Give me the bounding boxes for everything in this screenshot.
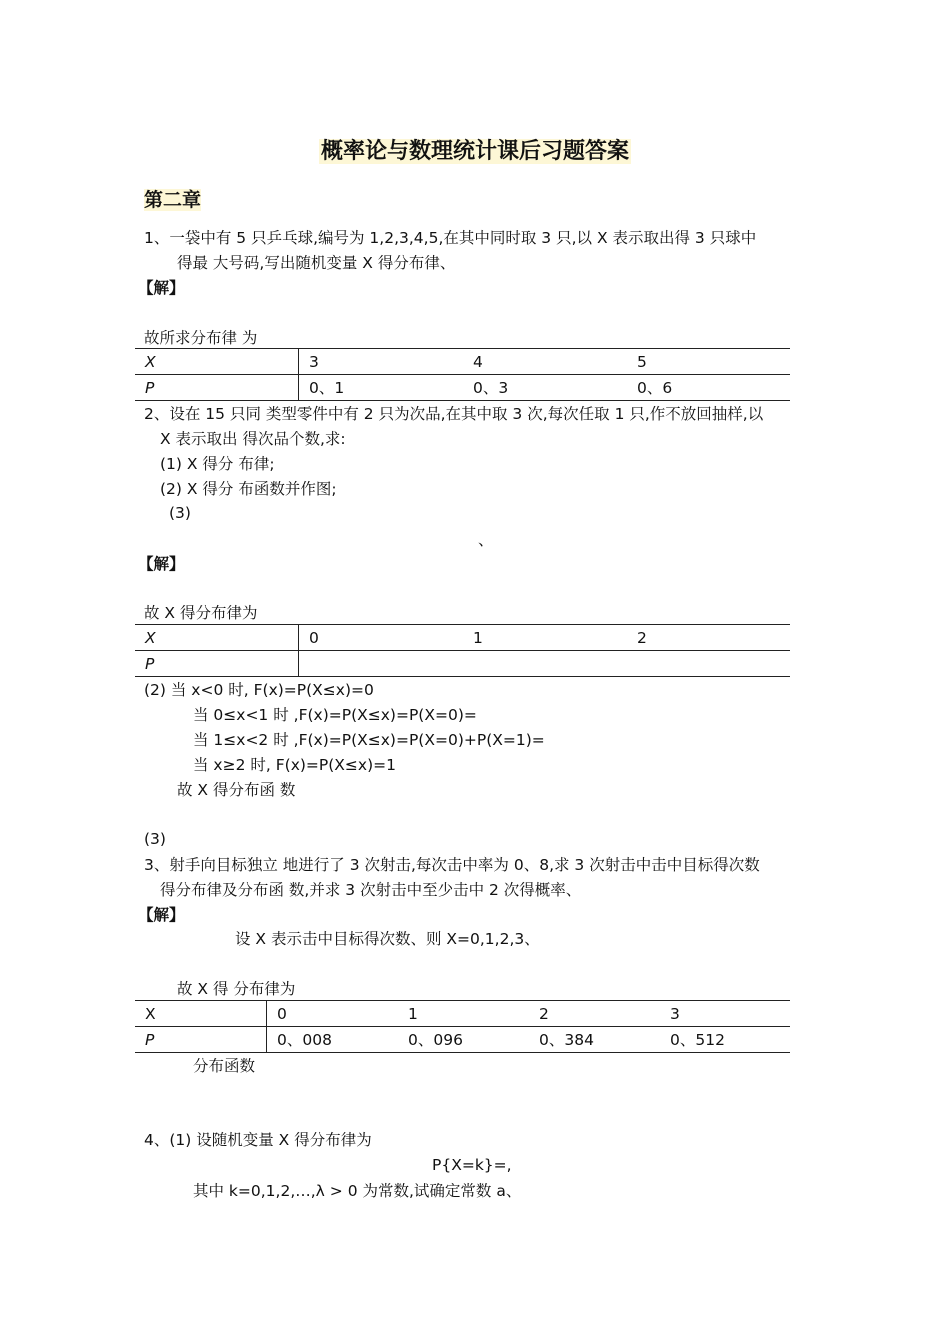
table-cell: 4	[463, 349, 627, 375]
table-cell: 5	[627, 349, 790, 375]
q2-cdf-line4: 当 x≥2 时, F(x)=P(X≤x)=1	[193, 756, 396, 774]
table-cell: 0、1	[299, 375, 464, 401]
table-cell: 0、3	[463, 375, 627, 401]
q3-line2: 得分布律及分布函 数,并求 3 次射击中至少击中 2 次得概率、	[160, 881, 582, 899]
table-cell-x-label: X	[135, 349, 299, 375]
q2-cdf-caption: 故 X 得分布函 数	[177, 781, 296, 799]
q3-solution-label: 【解】	[138, 906, 185, 924]
q4-line3: 其中 k=0,1,2,…,λ > 0 为常数,试确定常数 a、	[193, 1182, 522, 1200]
table-cell-empty	[299, 651, 791, 677]
table-cell: 0	[299, 625, 464, 651]
q3-distribution-table	[135, 1000, 790, 1053]
q1-line2: 得最 大号码,写出随机变量 X 得分布律、	[177, 254, 456, 272]
q2-dist-caption: 故 X 得分布律为	[144, 604, 258, 622]
q2-distribution-table	[135, 624, 790, 677]
q1-solution-label: 【解】	[138, 279, 185, 297]
q2-part3: (3)	[144, 830, 166, 848]
table-row	[135, 1001, 790, 1027]
table-cell-x-label: X	[135, 1001, 267, 1027]
q2-sub1: (1) X 得分 布律;	[160, 455, 275, 473]
q2-solution-label: 【解】	[138, 555, 185, 573]
table-cell: 1	[398, 1001, 529, 1027]
q4-formula: P{X=k}=,	[432, 1156, 512, 1174]
table-row	[135, 349, 790, 375]
q2-cdf-line2: 当 0≤x<1 时 ,F(x)=P(X≤x)=P(X=0)=	[193, 706, 477, 724]
q2-sub2: (2) X 得分 布函数并作图;	[160, 480, 337, 498]
table-cell: 2	[529, 1001, 660, 1027]
table-cell: 0、008	[267, 1027, 399, 1053]
table-cell: 3	[299, 349, 464, 375]
table-cell: 0、512	[660, 1027, 790, 1053]
table-cell: 1	[463, 625, 627, 651]
table-cell: 3	[660, 1001, 790, 1027]
q2-line2: X 表示取出 得次品个数,求:	[160, 430, 346, 448]
page-title: 概率论与数理统计课后习题答案	[320, 139, 629, 164]
table-cell-x-label: X	[135, 625, 299, 651]
q3-setup: 设 X 表示击中目标得次数、则 X=0,1,2,3、	[235, 930, 540, 948]
q3-cdf-caption: 分布函数	[193, 1057, 256, 1075]
table-cell-p-label: P	[135, 375, 299, 401]
table-cell: 0、096	[398, 1027, 529, 1053]
table-cell: 0、384	[529, 1027, 660, 1053]
table-cell-p-label: P	[135, 651, 299, 677]
table-cell: 0、6	[627, 375, 790, 401]
chapter-heading: 第二章	[144, 189, 202, 211]
table-row	[135, 625, 790, 651]
q3-dist-caption: 故 X 得 分布律为	[177, 980, 296, 998]
q1-line1: 1、一袋中有 5 只乒乓球,编号为 1,2,3,4,5,在其中同时取 3 只,以 X 表示取出得 3 只球中	[144, 229, 757, 247]
table-cell: 2	[627, 625, 790, 651]
table-cell-p-label: P	[135, 1027, 267, 1053]
table-cell: 0	[267, 1001, 399, 1027]
q3-line1: 3、射手向目标独立 地进行了 3 次射击,每次击中率为 0、8,求 3 次射击中击中目标得次数	[144, 856, 760, 874]
q2-line1: 2、设在 15 只同 类型零件中有 2 只为次品,在其中取 3 次,每次任取 1 只,作不放回抽样,以	[144, 405, 764, 423]
q1-distribution-table	[135, 348, 790, 401]
table-row	[135, 1027, 790, 1053]
q1-dist-caption: 故所求分布律 为	[144, 329, 258, 347]
table-row	[135, 375, 790, 401]
q2-sub3: (3)	[169, 504, 191, 522]
q4-line1: 4、(1) 设随机变量 X 得分布律为	[144, 1131, 372, 1149]
q2-cdf-line1: (2) 当 x<0 时, F(x)=P(X≤x)=0	[144, 681, 374, 699]
table-row	[135, 651, 790, 677]
q2-cdf-line3: 当 1≤x<2 时 ,F(x)=P(X≤x)=P(X=0)+P(X=1)=	[193, 731, 545, 749]
q2-mark: 、	[478, 531, 494, 549]
